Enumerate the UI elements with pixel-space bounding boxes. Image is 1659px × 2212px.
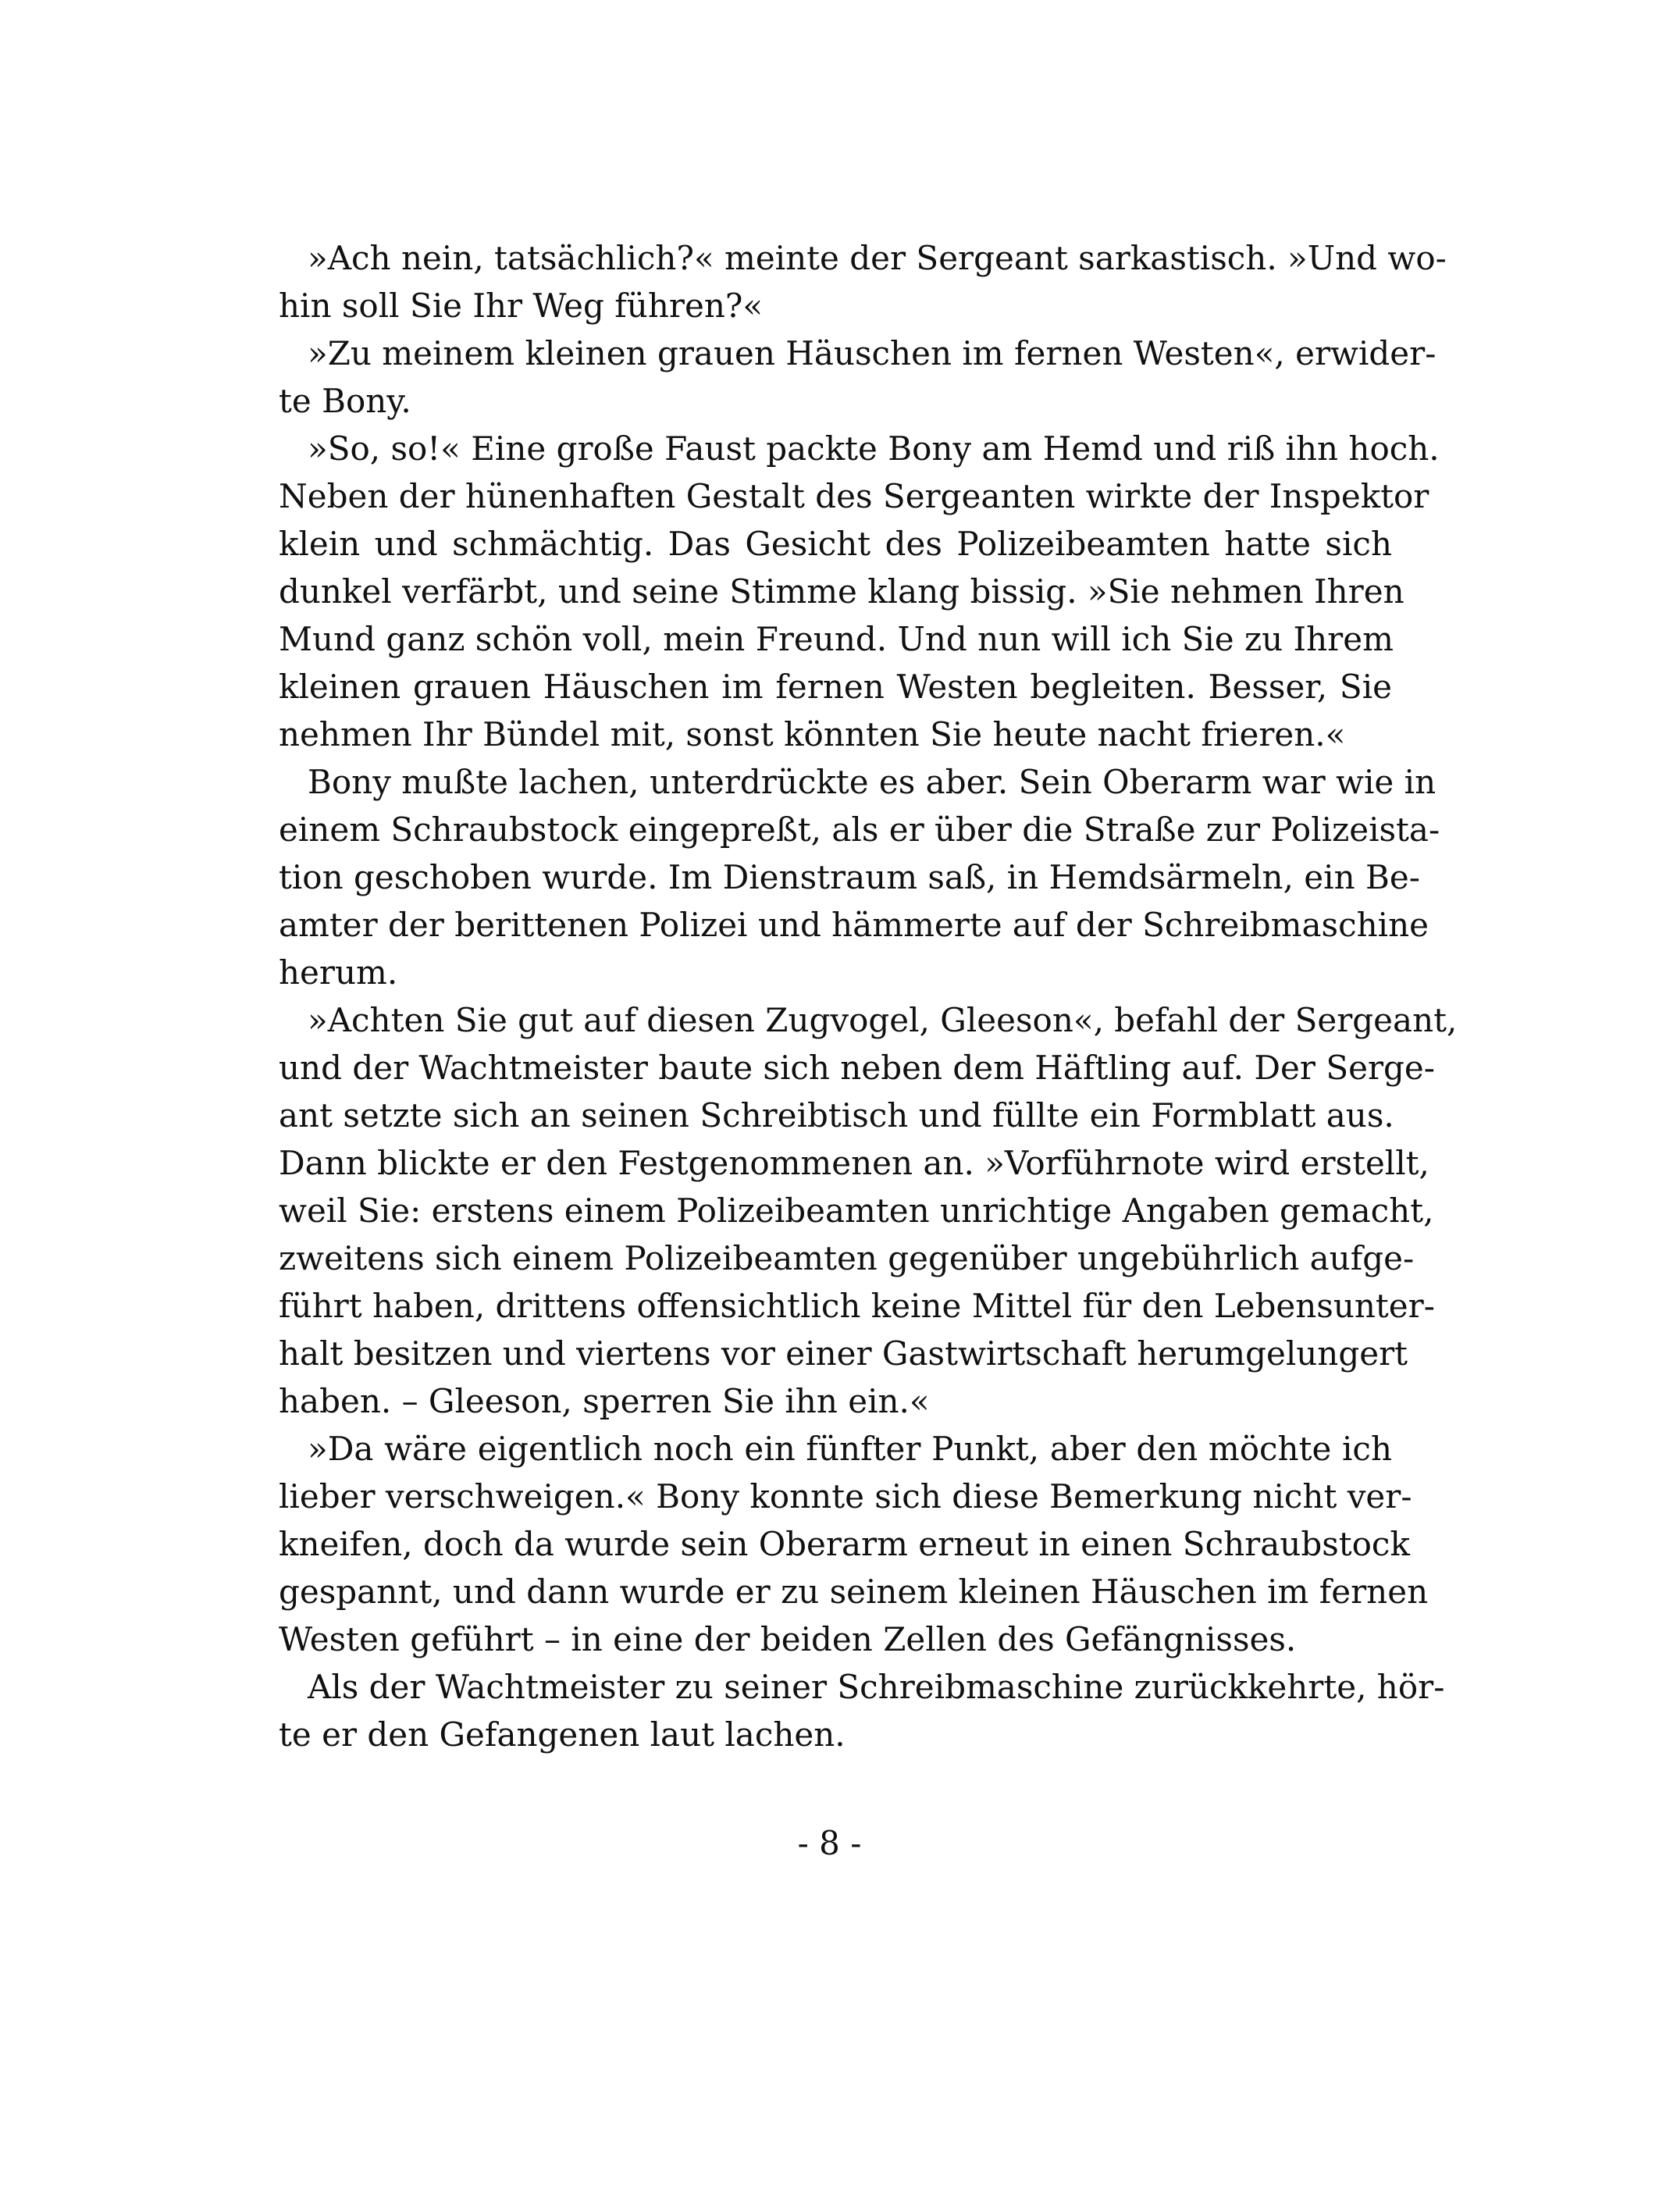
text-line: hin soll Sie Ihr Weg führen?« — [279, 287, 764, 325]
text-line: »Ach nein, tatsächlich?« meinte der Sergeant sarkastisch. »Und wo- — [308, 239, 1447, 277]
text-line: Als der Wachtmeister zu seiner Schreibmaschine zurückkehrte, hör- — [308, 1668, 1445, 1706]
text-line: Neben der hünenhaften Gestalt des Sergeanten wirkte der Inspektor — [279, 477, 1429, 515]
text-line: tion geschoben wurde. Im Dienstraum saß, in Hemdsärmeln, ein Be- — [279, 858, 1420, 896]
text-line: Westen geführt – in eine der beiden Zellen des Gefängnisses. — [279, 1620, 1297, 1658]
text-line: »Achten Sie gut auf diesen Zugvogel, Gleeson«, befahl der Sergeant, — [308, 1001, 1458, 1039]
text-line: klein und schmächtig. Das Gesicht des Polizeibeamten hatte sich — [279, 525, 1392, 563]
text-line: Mund ganz schön voll, mein Freund. Und nun will ich Sie zu Ihrem — [279, 620, 1394, 658]
text-line: Bony mußte lachen, unterdrückte es aber. Sein Oberarm war wie in — [308, 763, 1436, 801]
text-line: halt besitzen und viertens vor einer Gastwirtschaft herumgelungert — [279, 1334, 1408, 1373]
text-line: »So, so!« Eine große Faust packte Bony am Hemd und riß ihn hoch. — [308, 429, 1440, 468]
text-line: te er den Gefangenen laut lachen. — [279, 1715, 846, 1754]
text-line: und der Wachtmeister baute sich neben dem Häftling auf. Der Serge- — [279, 1049, 1435, 1087]
text-line: kleinen grauen Häuschen im fernen Westen begleiten. Besser, Sie — [279, 668, 1392, 706]
text-line: lieber verschweigen.« Bony konnte sich diese Bemerkung nicht ver- — [279, 1477, 1412, 1516]
text-line: weil Sie: erstens einem Polizeibeamten unrichtige Angaben gemacht, — [279, 1191, 1434, 1230]
text-line: nehmen Ihr Bündel mit, sonst könnten Sie heute nacht frieren.« — [279, 715, 1346, 753]
text-line: te Bony. — [279, 382, 411, 420]
text-line: gespannt, und dann wurde er zu seinem kleinen Häuschen im fernen — [279, 1573, 1429, 1611]
text-line: Dann blickte er den Festgenommenen an. »Vorführnote wird erstellt, — [279, 1144, 1429, 1182]
page-number: - 8 - — [797, 1824, 862, 1862]
text-line: ant setzte sich an seinen Schreibtisch und füllte ein Formblatt aus. — [279, 1096, 1394, 1134]
text-line: amter der berittenen Polizei und hämmerte auf der Schreibmaschine — [279, 906, 1429, 944]
body-text — [279, 234, 1458, 1758]
text-line: »Da wäre eigentlich noch ein fünfter Punkt, aber den möchte ich — [308, 1430, 1392, 1468]
text-line: haben. – Gleeson, sperren Sie ihn ein.« — [279, 1382, 930, 1420]
text-line: »Zu meinem kleinen grauen Häuschen im fernen Westen«, erwider- — [308, 334, 1436, 372]
text-line: einem Schraubstock eingepreßt, als er über die Straße zur Polizeista- — [279, 810, 1440, 849]
text-line: zweitens sich einem Polizeibeamten gegenüber ungebührlich aufge- — [279, 1239, 1415, 1277]
text-line: führt haben, drittens offensichtlich keine Mittel für den Lebensunter- — [279, 1287, 1435, 1325]
text-line: herum. — [279, 953, 398, 992]
text-line: kneifen, doch da wurde sein Oberarm erneut in einen Schraubstock — [279, 1525, 1410, 1563]
text-line: dunkel verfärbt, und seine Stimme klang bissig. »Sie nehmen Ihren — [279, 572, 1404, 611]
